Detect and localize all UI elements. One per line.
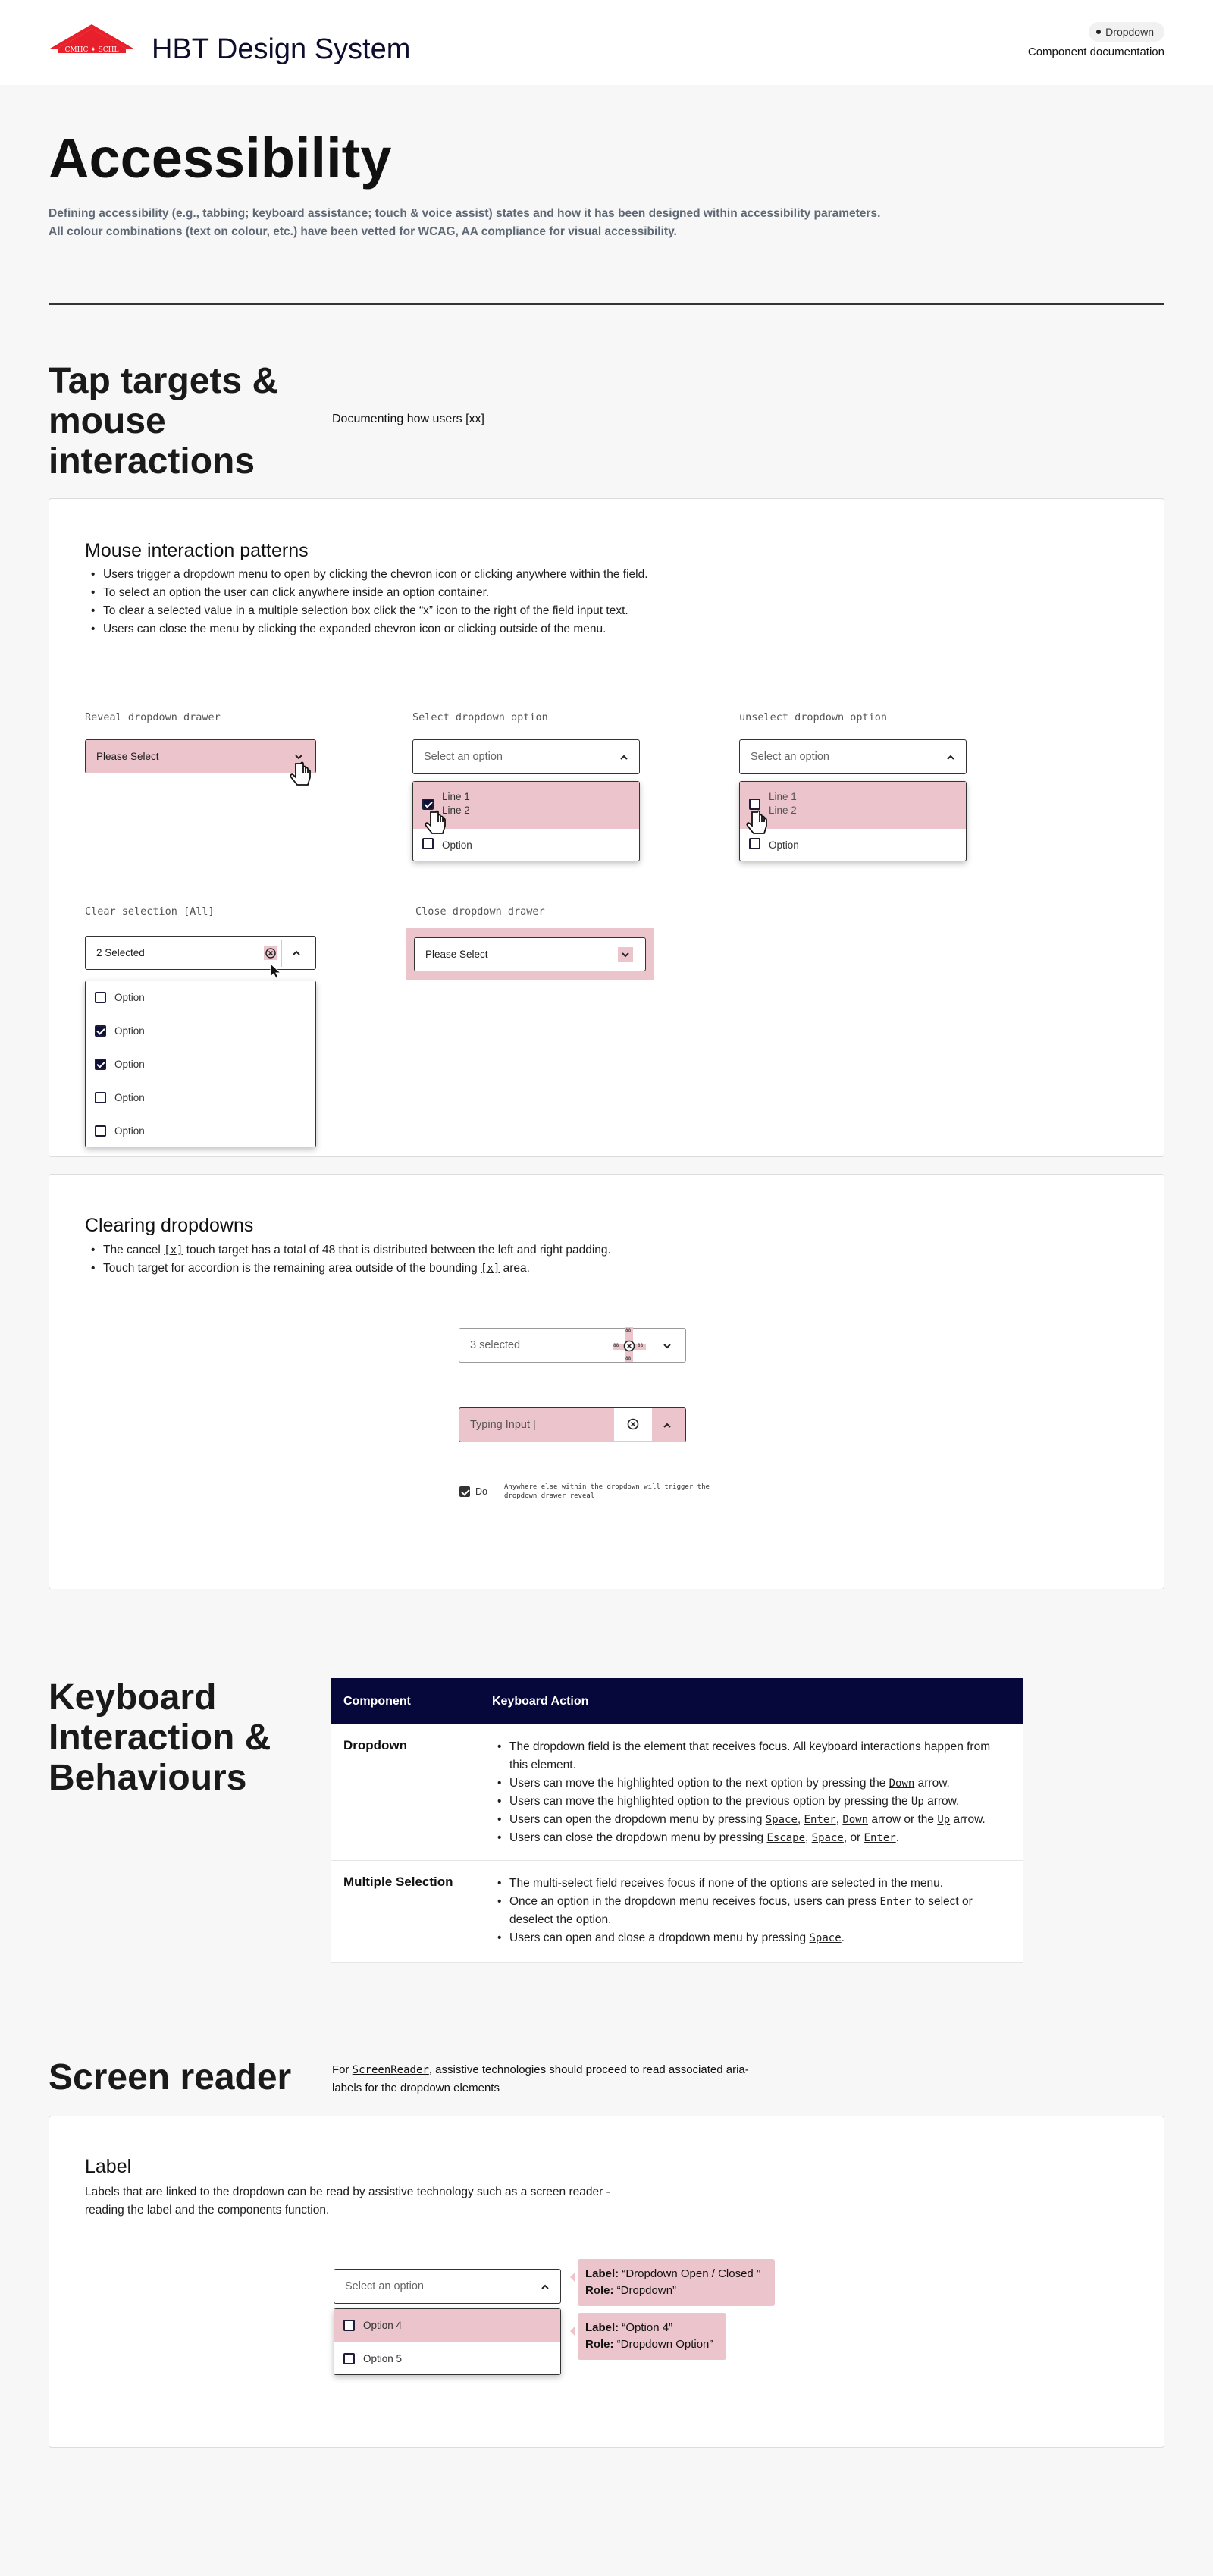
clearing-heading: Clearing dropdowns — [85, 1215, 254, 1236]
typing-input-value: Typing Input | — [470, 1419, 536, 1431]
description-line-2: All colour combinations (text on colour, etc.) have been vetted for WCAG, AA compliance for visual accessibility. — [49, 225, 677, 238]
option-5[interactable] — [334, 2342, 560, 2376]
action-item: • Users can close the dropdown menu by pressing Escape, Space, or Enter. — [496, 1829, 1011, 1847]
tick-label: 88 — [625, 1356, 632, 1361]
chevron-down-icon[interactable] — [294, 753, 303, 761]
selected-count: 3 selected — [470, 1339, 521, 1351]
key-space: Space — [765, 1814, 798, 1826]
checkbox-unchecked[interactable] — [749, 838, 760, 849]
checkbox-unchecked[interactable] — [95, 992, 106, 1003]
label-description: Labels that are linked to the dropdown can be read by assistive technology such as a screen reader - reading the label and the components function. — [85, 2185, 610, 2217]
screen-reader-title: Screen reader — [49, 2057, 292, 2098]
close-dropdown-field[interactable] — [414, 937, 646, 971]
keyboard-actions — [496, 1875, 1011, 1947]
option-line-1: Line 1 — [769, 791, 797, 802]
bullet-text: Touch target for accordion is the remaining area outside of the bounding — [103, 1262, 481, 1275]
unselect-dropdown-field[interactable] — [739, 739, 967, 774]
mouse-bullets — [85, 566, 843, 639]
clear-x-icon[interactable] — [626, 1417, 640, 1431]
checkbox-checked[interactable] — [95, 1059, 106, 1070]
keyboard-actions — [496, 1738, 1011, 1847]
screenreader-dropdown-field[interactable] — [334, 2269, 561, 2304]
menu-option[interactable] — [86, 981, 315, 1015]
top-header — [0, 0, 1213, 85]
action-item: • Users can move the highlighted option to the previous option by pressing the Up arrow. — [496, 1793, 1011, 1811]
key-up: Up — [937, 1814, 951, 1826]
screen-reader-note: For ScreenReader, assistive technologies should proceed to read associated aria-labels for the dropdown elements — [332, 2063, 749, 2094]
chevron-down-icon[interactable] — [663, 1342, 672, 1350]
checkbox-checked[interactable] — [95, 1025, 106, 1037]
close-label: Close dropdown drawer — [415, 905, 545, 918]
action-item: • Users can open the dropdown menu by pressing Space, Enter, Down arrow or the Up arrow. — [496, 1811, 1011, 1829]
page-description — [49, 205, 898, 241]
option-label: Option — [114, 1025, 145, 1037]
x-code: [x] — [481, 1263, 500, 1275]
checkbox-unchecked[interactable] — [749, 799, 760, 810]
screenreader-menu — [334, 2308, 561, 2375]
hand-cursor-icon — [422, 809, 449, 839]
menu-option[interactable] — [86, 1115, 315, 1148]
action-item: • Users can move the highlighted option to the next option by pressing the Down arrow. — [496, 1774, 1011, 1793]
checkbox-checked[interactable] — [422, 799, 434, 810]
option-label: Option 5 — [363, 2353, 403, 2364]
mouse-interaction-card — [49, 498, 1164, 1157]
checkbox-unchecked[interactable] — [343, 2320, 355, 2331]
unselect-menu — [739, 781, 967, 861]
clear-menu — [85, 981, 316, 1147]
tick-label: 88 — [625, 1328, 632, 1333]
option-label: Option — [114, 1092, 145, 1103]
table-row — [331, 1861, 1023, 1963]
key-down: Down — [842, 1814, 869, 1826]
reveal-dropdown-field[interactable] — [85, 739, 316, 773]
option-line-2: Line 2 — [442, 805, 470, 816]
mouse-bullet: • To select an option the user can click anywhere inside an option container. — [85, 584, 843, 602]
logo-text: CMHC ✦ SCHL — [64, 46, 119, 54]
action-item: • The multi-select field receives focus if none of the options are selected in the menu. — [496, 1875, 1011, 1893]
hand-cursor-icon — [287, 761, 314, 791]
chevron-down-icon[interactable] — [618, 947, 633, 962]
clearing-bullets — [85, 1241, 919, 1278]
component-badge: Dropdown — [1089, 22, 1164, 42]
action-item: • Users can open and close a dropdown menu by pressing Space. — [496, 1929, 1011, 1947]
do-label: Do — [475, 1486, 487, 1497]
aria-tooltip-option: Label: “Option 4” Role: “Dropdown Option” — [578, 2313, 726, 2360]
page-title: Accessibility — [49, 127, 392, 190]
arrow-cursor-icon — [270, 963, 282, 980]
aria-tooltip-dropdown: Label: “Dropdown Open / Closed ” Role: “Dropdown” — [578, 2259, 775, 2306]
brand-title[interactable]: HBT Design System — [152, 33, 411, 65]
key-escape: Escape — [766, 1832, 806, 1844]
key-down: Down — [889, 1777, 915, 1790]
option-line-2: Line 2 — [769, 805, 797, 816]
chevron-up-icon[interactable] — [946, 754, 955, 761]
select-dropdown-field[interactable] — [412, 739, 640, 774]
clear-x-icon[interactable] — [264, 946, 277, 960]
section-divider — [49, 303, 1164, 305]
label-card — [49, 2116, 1164, 2448]
checkbox-unchecked[interactable] — [343, 2353, 355, 2364]
clear-value: 2 Selected — [96, 947, 145, 959]
column-header-component: Component — [343, 1695, 411, 1708]
chevron-up-icon[interactable] — [292, 949, 301, 957]
key-enter: Enter — [879, 1896, 912, 1908]
unselect-label: unselect dropdown option — [739, 711, 888, 723]
clear-label: Clear selection [All] — [85, 905, 215, 918]
key-up: Up — [911, 1796, 924, 1808]
typing-input-field[interactable] — [459, 1407, 686, 1442]
hand-cursor-icon — [743, 809, 770, 839]
bullet-text: The cancel — [103, 1244, 165, 1257]
option-label: Option — [114, 992, 145, 1003]
checkbox-unchecked[interactable] — [95, 1125, 106, 1137]
option-line-1: Line 1 — [442, 791, 470, 802]
mouse-bullet: • To clear a selected value in a multiple selection box click the “x” icon to the right of the field input text. — [85, 602, 843, 620]
mouse-bullet: • Users trigger a dropdown menu to open by clicking the chevron icon or clicking anywhere within the field. — [85, 566, 843, 584]
select-placeholder: Select an option — [424, 751, 503, 763]
description-line-1: Defining accessibility (e.g., tabbing; keyboard assistance; touch & voice assist) states and how it has been designed within accessibility parameters. — [49, 207, 881, 220]
option-label: Option — [114, 1059, 145, 1070]
component-name: Multiple Selection — [343, 1875, 453, 1889]
do-note: Anywhere else within the dropdown will trigger the dropdown drawer reveal — [504, 1483, 710, 1500]
tap-targets-title: Tap targets & mouse interactions — [49, 361, 279, 482]
key-enter: Enter — [804, 1814, 836, 1826]
clearing-dropdowns-card — [49, 1174, 1164, 1589]
bullet-text: area. — [500, 1262, 530, 1275]
reveal-label: Reveal dropdown drawer — [85, 711, 221, 723]
table-row — [331, 1724, 1023, 1861]
screenreader-code: ScreenReader — [352, 2064, 429, 2076]
x-code: [x] — [164, 1244, 183, 1257]
component-doc-subtitle: Component documentation — [1027, 45, 1164, 58]
option-label: Option — [114, 1125, 145, 1137]
key-space: Space — [811, 1832, 844, 1844]
menu-option[interactable] — [86, 1081, 315, 1115]
tap-targets-note: Documenting how users [xx] — [332, 413, 484, 425]
selected-count-field[interactable] — [459, 1328, 686, 1363]
option-label: Option — [442, 839, 472, 851]
table-header — [331, 1678, 1023, 1724]
key-enter: Enter — [864, 1832, 896, 1844]
bullet-text: touch target has a total of 48 that is distributed between the left and right padding. — [183, 1244, 611, 1257]
mouse-bullet: • Users can close the menu by clicking the expanded chevron icon or clicking outside of the menu. — [85, 620, 843, 639]
chevron-up-icon[interactable] — [663, 1422, 672, 1429]
reveal-value: Please Select — [96, 751, 159, 762]
keyboard-title: Keyboard Interaction & Behaviours — [49, 1677, 271, 1798]
menu-option[interactable] — [740, 829, 966, 862]
clear-x-icon[interactable] — [622, 1339, 636, 1353]
menu-option[interactable] — [86, 1048, 315, 1081]
keyboard-table — [331, 1678, 1023, 1963]
component-name: Dropdown — [343, 1738, 408, 1752]
option-4[interactable] — [334, 2309, 560, 2342]
multiline-option-hover[interactable] — [740, 782, 966, 829]
tick-label: 88 — [638, 1343, 644, 1348]
mouse-heading: Mouse interaction patterns — [85, 540, 309, 561]
column-header-action: Keyboard Action — [492, 1695, 589, 1708]
do-check-icon — [459, 1486, 470, 1497]
clearing-bullet — [85, 1241, 919, 1260]
action-item: • The dropdown field is the element that receives focus. All keyboard interactions happen from this element. — [496, 1738, 1011, 1774]
cmhc-logo[interactable] — [49, 23, 135, 62]
screenreader-placeholder: Select an option — [345, 2280, 424, 2292]
label-heading: Label — [85, 2156, 132, 2177]
option-label: Option — [769, 839, 799, 851]
unselect-placeholder: Select an option — [751, 751, 829, 763]
clear-button-area[interactable] — [614, 1408, 652, 1441]
tick-label: 88 — [613, 1343, 619, 1348]
chevron-up-icon[interactable] — [541, 2283, 550, 2291]
close-value: Please Select — [425, 949, 488, 960]
clearing-bullet — [85, 1260, 919, 1278]
key-space: Space — [809, 1932, 842, 1944]
select-label: Select dropdown option — [412, 711, 548, 723]
checkbox-unchecked[interactable] — [95, 1092, 106, 1103]
action-item: • Once an option in the dropdown menu receives focus, users can press Enter to select or deselect the option. — [496, 1893, 1011, 1929]
checkbox-unchecked[interactable] — [422, 838, 434, 849]
chevron-up-icon[interactable] — [619, 754, 628, 761]
option-label: Option 4 — [363, 2320, 403, 2331]
menu-option[interactable] — [86, 1015, 315, 1048]
